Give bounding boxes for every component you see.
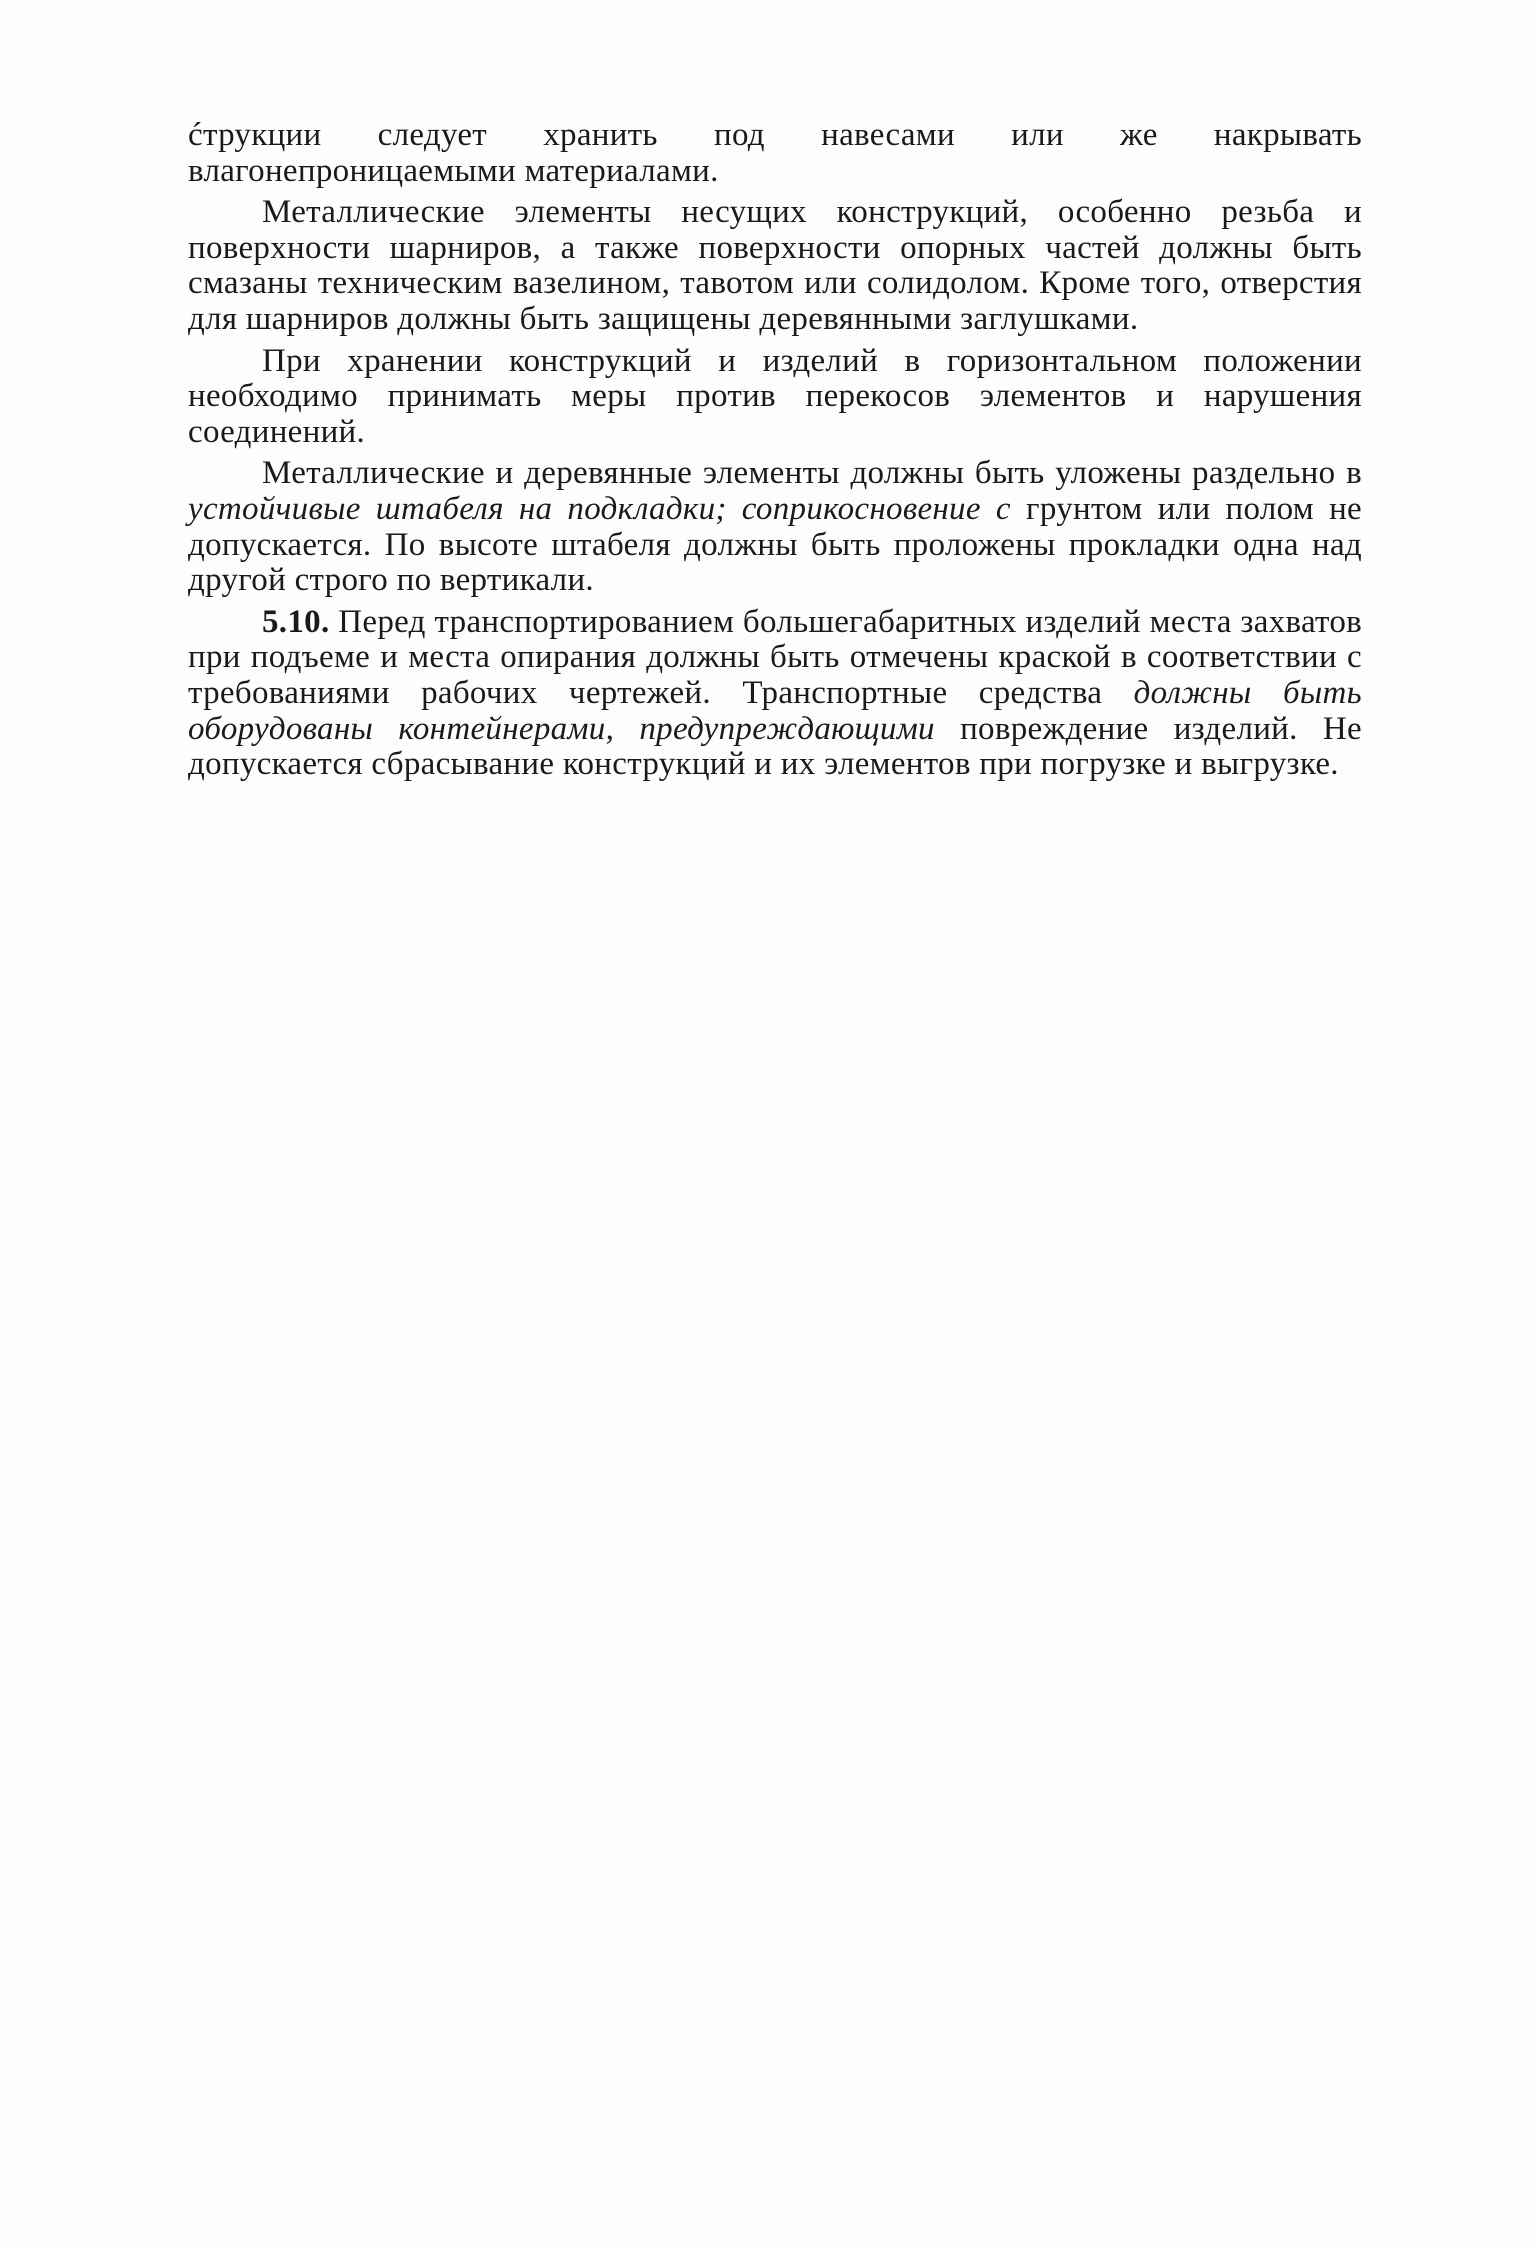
- paragraph-transport-text-2: повреждение изделий. Не допускается сбрасывание конструкций и их элементов при погрузке и выгрузке.: [188, 710, 1362, 783]
- paragraph-number: 5.10.: [262, 603, 330, 640]
- paragraph-horizontal-storage: При хранении конструкций и изделий в горизонтальном положении необходимо принимать меры против перекосов элементов и нарушения соединений.: [188, 342, 1362, 450]
- document-body: [188, 118, 1362, 789]
- paragraph-transport: [188, 605, 1362, 783]
- paragraph-stacking-italic: устойчивые штабеля на подкладки; соприкосновение с: [188, 490, 1011, 527]
- paragraph-transport-italic: должны быть оборудованы контейнерами, предупреждающими: [188, 674, 1362, 747]
- paragraph-stacking-text-2: грунтом или полом не допускается. По высоте штабеля должны быть проложены прокладки одна над другой строго по вертикали.: [188, 490, 1362, 599]
- paragraph-stacking-text-1: Металлические и деревянные элементы должны быть уложены раздельно в: [262, 455, 1362, 492]
- paragraph-transport-text-1: Перед транспортированием большегабаритных изделий места захватов при подъеме и места опирания должны быть отмечены краской в соответствии с требованиями рабочих чертежей. Транспортные средства: [188, 603, 1362, 711]
- paragraph-stacking: [188, 456, 1362, 598]
- paragraph-lubrication: Металлические элементы несущих конструкций, особенно резьба и поверхности шарниров, а также поверхности опорных частей должны быть смазаны техническим вазелином, тавотом или солидолом. Кроме того, отверстия для шарниров должны быть защищены деревянными заглушками.: [188, 194, 1362, 337]
- paragraph-storage-continuation: ćтрукции следует хранить под навесами или же накрывать влагонепроницаемыми материалами.: [188, 117, 1362, 189]
